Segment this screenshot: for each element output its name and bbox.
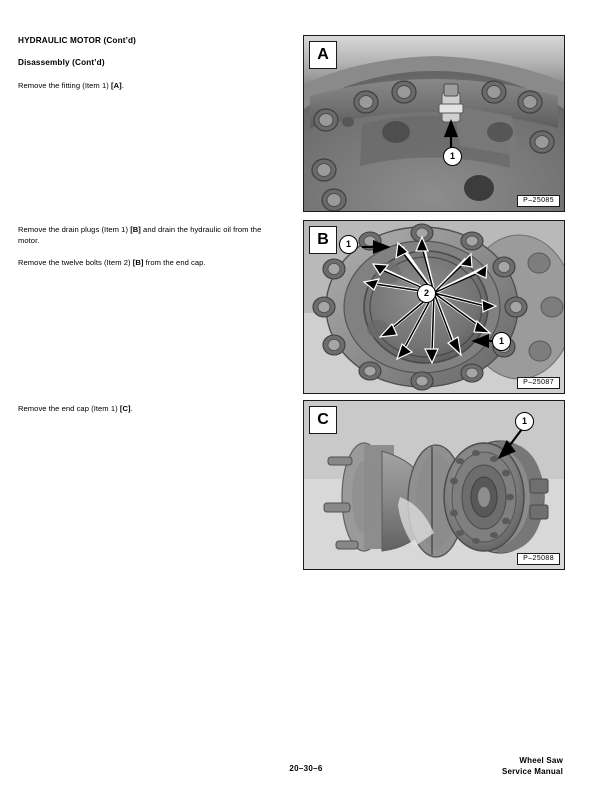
end-cap-part [444,441,548,553]
step-b1-text-after: and drain the hydraulic oil from the motor. [18,225,262,245]
panel-label-a: A [309,41,337,69]
instruction-step-b2 [18,257,276,268]
callout-b-1-bottom: 1 [492,332,511,351]
photo-hydraulic-motor-fitting [304,36,564,211]
footer-manual-line1: Wheel Saw [519,756,563,765]
instruction-column-b [18,224,276,279]
figure-panel-c [303,400,565,570]
panel-label-c: C [309,406,337,434]
figure-code-c: P–25088 [517,553,560,565]
instruction-column-c [18,403,276,425]
step-a-text-before: Remove the fitting (Item 1) [18,80,111,90]
step-a-panel-ref: [A] [110,80,122,90]
page-title: HYDRAULIC MOTOR (Cont’d) [18,36,137,45]
instruction-step-a [18,80,280,91]
instruction-column-a [18,36,280,102]
callout-b-2-bolts: 2 [417,284,436,303]
instruction-step-b1 [18,224,276,246]
figure-panel-a [303,35,565,212]
panel-label-b: B [309,226,337,254]
step-c-text-before: Remove the end cap (Item 1) [18,404,120,413]
footer-manual-title [502,756,563,778]
step-b2-text-after: from the end cap. [143,258,206,267]
figure-panel-b [303,220,565,394]
step-b2-panel-ref: [B] [132,258,144,267]
callout-c-1: 1 [515,412,534,431]
step-c-text-after: . [130,404,133,413]
step-a-text-after: . [121,80,124,90]
instruction-step-c [18,403,276,414]
step-c-panel-ref: [C] [119,404,131,413]
footer-manual-line2: Service Manual [501,766,563,776]
callout-a-1: 1 [443,147,462,166]
footer-page-number: 20–30–6 [289,764,323,773]
section-subtitle: Disassembly (Cont’d) [18,57,105,67]
step-b2-text-before: Remove the twelve bolts (Item 2) [18,258,133,267]
step-b1-text-before: Remove the drain plugs (Item 1) [18,225,131,234]
figure-code-a: P–25085 [517,195,560,207]
step-b1-panel-ref: [B] [130,225,141,234]
figure-code-b: P–25087 [517,377,560,389]
callout-b-1-top: 1 [339,235,358,254]
